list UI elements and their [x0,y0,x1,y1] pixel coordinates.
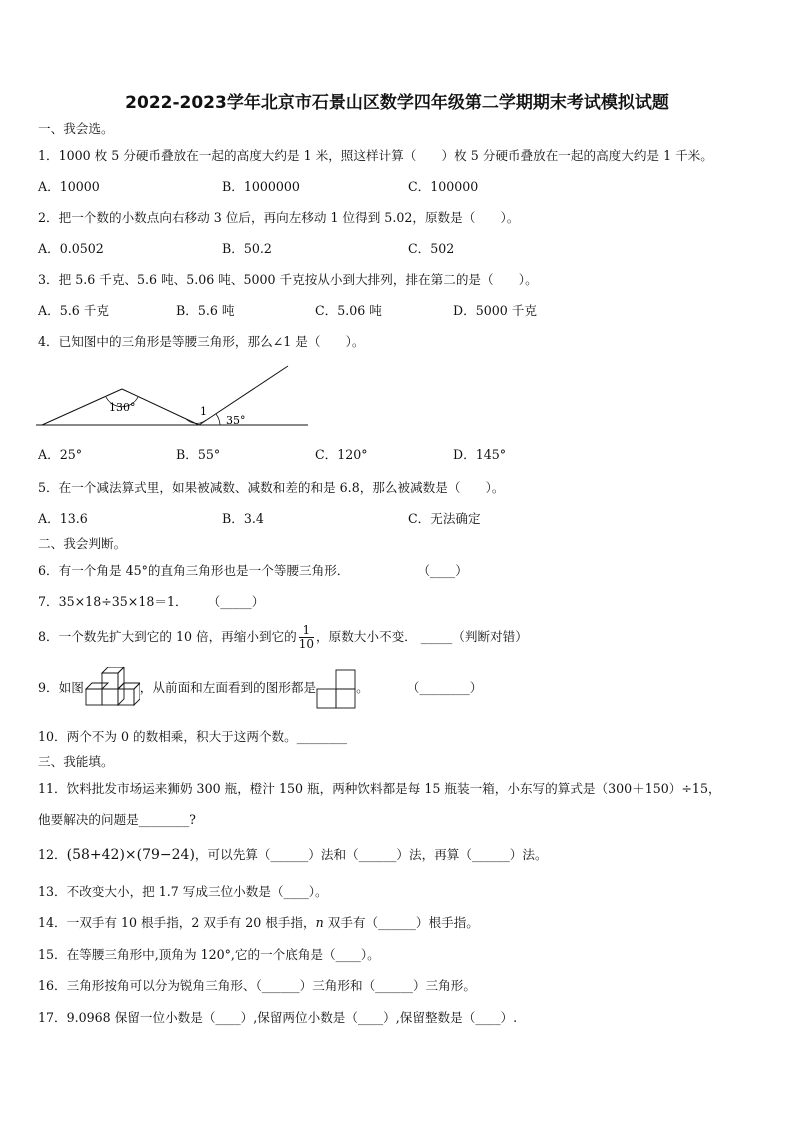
cube-stack-figure [84,667,140,711]
angle-1-label: 1 [200,405,207,418]
q14-text-post: 双手有（______）根手指。 [323,915,479,930]
question-3: 3．把 5.6 千克、5.6 吨、5.06 吨、5000 千克按从小到大排列，排在第二的是（ ）。 [38,272,538,287]
q4-option-b: B．55° [176,447,221,462]
q1-option-b: B．1000000 [222,179,300,194]
angle-35-label: 35° [226,414,246,427]
view-shape-figure [316,669,356,709]
section-3-heading: 三、我能填。 [38,754,114,769]
question-11-line-1: 11．饮料批发市场运来狮奶 300 瓶，橙汁 150 瓶，两种饮料都是每 15 瓶装一箱，小东写的算式是（300＋150）÷15， [38,781,721,796]
q3-option-a: A．5.6 千克 [38,303,109,318]
q9-text-post: 。 [356,680,369,695]
question-10: 10．两个不为 0 的数相乘，积大于这两个数。________ [38,729,348,744]
section-2-heading: 二、我会判断。 [38,536,127,551]
question-4: 4．已知图中的三角形是等腰三角形，那么∠1 是（ ）。 [38,334,365,349]
question-2: 2．把一个数的小数点向右移动 3 位后，再向左移动 1 位得到 5.02，原数是（ ）。 [38,210,520,225]
question-9 [38,666,482,710]
question-1: 1．1000 枚 5 分硬币叠放在一起的高度大约是 1 米，照这样计算（ ）枚 5 分硬币叠放在一起的高度大约是 1 千米。 [38,148,713,163]
q9-text-pre: 9．如图 [38,680,84,695]
page-title: 2022-2023学年北京市石景山区数学四年级第二学期期末考试模拟试题 [125,93,669,113]
q7-answer-blank[interactable]: （_____） [207,594,265,609]
q1-option-c: C．100000 [408,179,479,194]
question-7 [38,594,264,610]
q9-text-mid: ，从前面和左面看到的图形都是 [139,680,317,695]
section-1-heading: 一、我会选。 [38,121,114,136]
q12-text: ，可以先算（______）法和（______）法，再算（______）法。 [194,847,548,862]
q8-answer-blank[interactable]: _____（判断对错） [420,629,528,644]
q6-answer-blank[interactable]: （____） [417,563,468,578]
question-6 [38,563,468,579]
triangle-figure [36,362,311,432]
question-14 [38,915,479,931]
question-17: 17．9.0968 保留一位小数是（____）,保留两位小数是（____）,保留整数是（____）. [38,1010,518,1025]
q5-option-b: B．3.4 [222,511,264,526]
angle-130-label: 130° [109,401,136,414]
q4-option-d: D．145° [453,447,507,462]
question-5: 5．在一个减法算式里，如果被减数、减数和差的和是 6.8，那么被减数是（ ）。 [38,480,505,495]
q12-expression: (58+42)×(79−24) [66,847,195,863]
q5-option-a: A．13.6 [38,511,88,526]
q5-option-c: C．无法确定 [408,511,481,526]
question-12 [38,847,548,863]
q7-text: 7．35×18÷35×18＝1． [38,594,188,609]
q1-option-a: A．10000 [38,179,100,194]
q9-answer-blank[interactable]: （________） [406,680,483,695]
q4-option-a: A．25° [38,447,83,462]
q14-text-pre: 14．一双手有 10 根手指，2 双手有 20 根手指， [38,915,316,930]
q4-option-c: C．120° [315,447,368,462]
question-11-line-2: 他要解决的问题是________? [38,812,196,827]
fraction-denominator: 10 [298,637,315,651]
q3-option-b: B．5.6 吨 [176,303,235,318]
question-8 [38,622,528,652]
q12-number: 12． [38,847,67,862]
question-15: 15．在等腰三角形中,顶角为 120°,它的一个底角是（____）。 [38,947,380,962]
fraction-numerator: 1 [299,624,314,638]
question-16: 16．三角形按角可以分为锐角三角形、（______）三角形和（______）三角形。 [38,978,476,993]
q8-text-pre: 8．一个数先扩大到它的 10 倍，再缩小到它的 [38,629,297,644]
question-13: 13．不改变大小，把 1.7 写成三位小数是（____）。 [38,884,328,899]
q2-option-c: C．502 [408,241,455,256]
fraction-one-tenth [299,624,314,651]
q2-option-a: A．0.0502 [38,241,104,256]
q6-text: 6．有一个角是 45°的直角三角形也是一个等腰三角形． [38,563,350,578]
q3-option-c: C．5.06 吨 [315,303,382,318]
q14-variable: n [315,915,324,930]
q2-option-b: B．50.2 [222,241,272,256]
q8-text-post: ，原数大小不变． [316,629,417,644]
q3-option-d: D．5000 千克 [453,303,537,318]
